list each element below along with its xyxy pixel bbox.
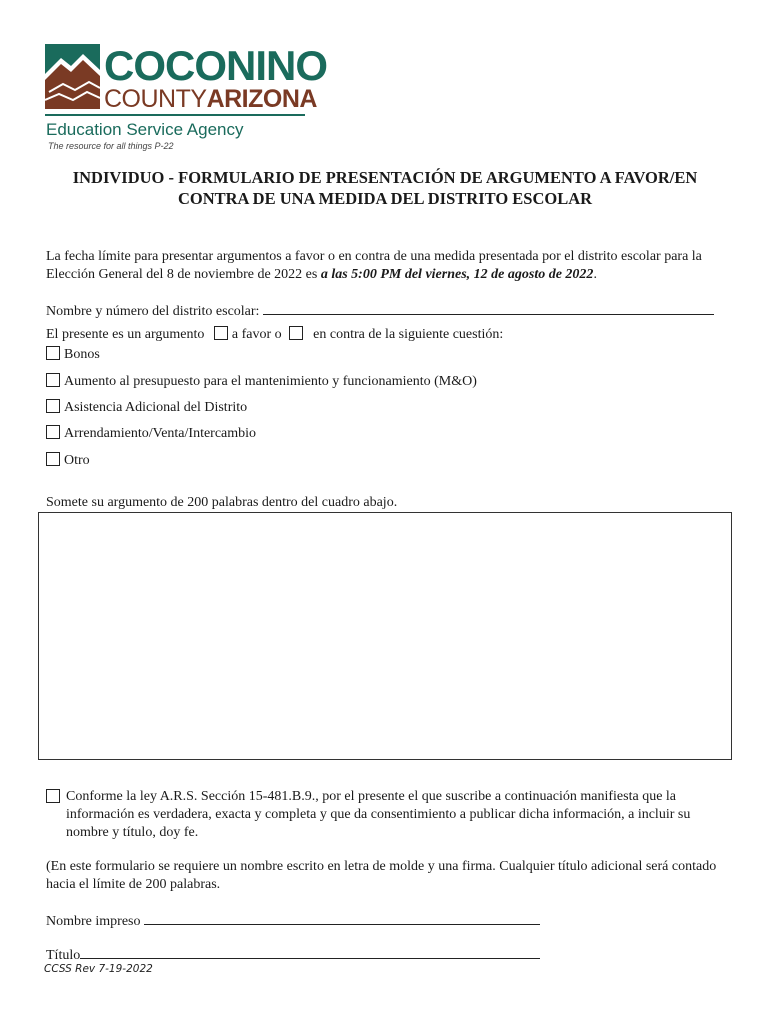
certification-checkbox[interactable] [46,789,60,803]
logo-name-coconino: COCONINO [104,42,327,89]
agency-logo [42,42,327,154]
argument-label: El presente es un argumento [46,327,205,342]
otro-checkbox[interactable] [46,452,60,466]
revision-footer: CCSS Rev 7-19-2022 [44,963,153,975]
mountain-logo-icon [45,44,100,109]
argument-textbox[interactable] [38,512,732,760]
essay-instruction: Somete su argumento de 200 palabras dentro del cuadro abajo. [46,495,398,510]
certification-block [46,788,726,842]
argument-row [46,326,503,344]
form-title: INDIVIDUO - FORMULARIO DE PRESENTACIÓN DE ARGUMENTO A FAVOR/EN CONTRA DE UNA MEDIDA DEL DISTRITO ESCOLAR [72,168,698,208]
logo-name-county [104,85,317,113]
district-label: Nombre y número del distrito escolar: [46,304,260,319]
contra-label: en contra de la siguiente cuestión: [313,327,504,342]
option-label: Otro [64,453,90,468]
favor-checkbox[interactable] [214,326,228,340]
intro-text: La fecha límite para presentar argumentos a favor o en contra de una medida presentada por el distrito escolar para la Elección General del 8 de noviembre de 2022 es [46,249,702,282]
printed-name-row [46,910,540,931]
district-row [46,300,714,321]
option-label: Arrendamiento/Venta/Intercambio [64,426,257,441]
favor-label: a favor o [231,327,282,342]
option-label: Asistencia Adicional del Distrito [64,400,248,415]
deadline-text: a las 5:00 PM del viernes, 12 de agosto de 2022 [320,267,594,282]
mo-checkbox[interactable] [46,373,60,387]
logo-divider [45,114,305,116]
title-input[interactable] [80,944,540,959]
printed-name-input[interactable] [144,910,540,925]
option-label: Bonos [64,347,100,362]
signature-note: (En este formulario se requiere un nombre escrito en letra de molde y una firma. Cualquier título adicional será contado hacia el límite de 200 palabras. [46,859,717,892]
option-label: Aumento al presupuesto para el mantenimiento y funcionamiento (M&O) [64,374,477,389]
asistencia-checkbox[interactable] [46,399,60,413]
logo-county-word: COUNTY [104,85,207,113]
option-otro [46,452,90,470]
contra-checkbox[interactable] [289,326,303,340]
logo-tagline: The resource for all things P-22 [48,141,174,151]
district-input[interactable] [263,300,714,315]
bonos-checkbox[interactable] [46,346,60,360]
intro-end: . [593,267,597,282]
option-mo [46,373,477,391]
deadline-paragraph [46,248,726,284]
certification-text: Conforme la ley A.R.S. Sección 15-481.B.9., por el presente el que suscribe a continuación manifiesta que la información es verdadera, exacta y completa y que da consentimiento a publicar dicha información, a incluir su nombre y título, doy fe. [66,789,691,840]
arrendamiento-checkbox[interactable] [46,425,60,439]
logo-state-word: ARIZONA [206,85,317,113]
option-bonos [46,346,100,364]
logo-agency-name: Education Service Agency [46,120,244,139]
option-asistencia [46,399,247,417]
option-arrendamiento [46,425,256,443]
title-row [46,944,540,965]
printed-name-label: Nombre impreso [46,914,141,929]
title-label: Título [46,948,81,963]
